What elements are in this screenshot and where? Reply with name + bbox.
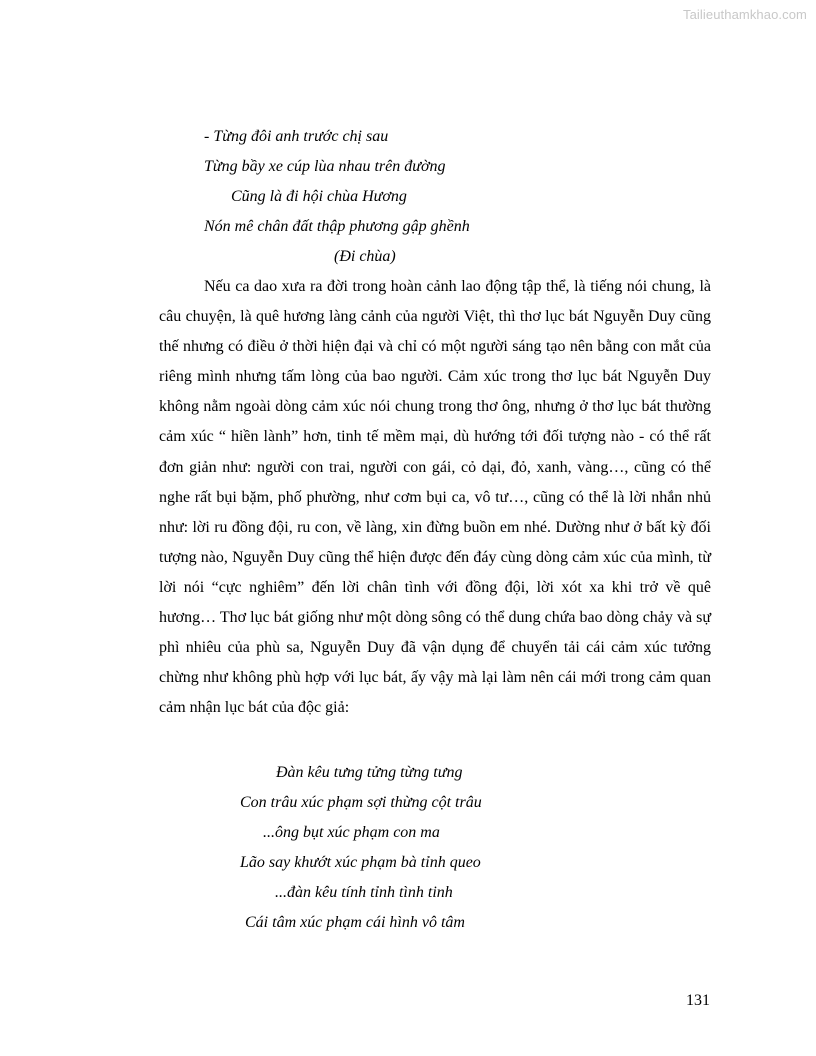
body-paragraph: Nếu ca dao xưa ra đời trong hoàn cảnh lao động tập thể, là tiếng nói chung, là câu chuyện, là quê hương làng cảnh của người Việt, thì thơ lục bát Nguyễn Duy cũng thế nhưng có điều ở thời hiện đại và chỉ có một người sáng tạo nên bằng con mắt của riêng mình nhưng tấm lòng của bao người. Cảm xúc trong thơ lục bát Nguyễn Duy không nằm ngoài dòng cảm xúc nói chung trong thơ ông, nhưng ở thơ lục bát thường cảm xúc “ hiền lành” hơn, tinh tế mềm mại, dù hướng tới đối tượng nào - có thể rất đơn giản như: người con trai, người con gái, cỏ dại, đỏ, xanh, vàng…, cũng có thể nghe rất bụi bặm, phố phường, như cơm bụi ca, vô tư…, cũng có thể là lời nhắn nhủ như: lời ru đồng đội, ru con, về làng, xin đừng buồn em nhé. Dường như ở bất kỳ đối tượng nào, Nguyễn Duy cũng thể hiện được đến đáy cùng dòng cảm xúc của mình, từ lời nói “cực nghiêm” đến lời chân tình với đồng đội, lời xót xa khi trở về quê hương… Thơ lục bát giống như một dòng sông có thể dung chứa bao dòng chảy và sự phì nhiêu của phù sa, Nguyễn Duy đã vận dụng để chuyển tải cái cảm xúc tưởng chừng như không phù hợp với lục bát, ấy vậy mà lại làm nên cái mới trong cảm quan cảm nhận lục bát của độc giả: <box>159 278 711 717</box>
watermark-text: Tailieuthamkhao.com <box>682 7 807 22</box>
poem-line: Từng bầy xe cúp lùa nhau trên đường <box>204 158 446 175</box>
poem-line: Cũng là đi hội chùa Hương <box>231 188 407 205</box>
poem-line: ...ông bụt xúc phạm con ma <box>263 824 440 841</box>
poem-source: (Đi chùa) <box>334 248 396 265</box>
poem-line: Nón mê chân đất thập phương gập ghềnh <box>204 218 470 235</box>
poem-line: ...đàn kêu tính tỉnh tình tinh <box>275 884 453 901</box>
poem-line: Cái tâm xúc phạm cái hình vô tâm <box>245 914 465 931</box>
poem-line: Đàn kêu tưng tửng từng tưng <box>276 764 463 781</box>
poem-line: Con trâu xúc phạm sợi thừng cột trâu <box>240 794 482 811</box>
poem-line: Lão say khướt xúc phạm bà tỉnh queo <box>240 854 481 871</box>
poem-line: - Từng đôi anh trước chị sau <box>204 128 389 145</box>
page-number: 131 <box>686 992 710 1009</box>
